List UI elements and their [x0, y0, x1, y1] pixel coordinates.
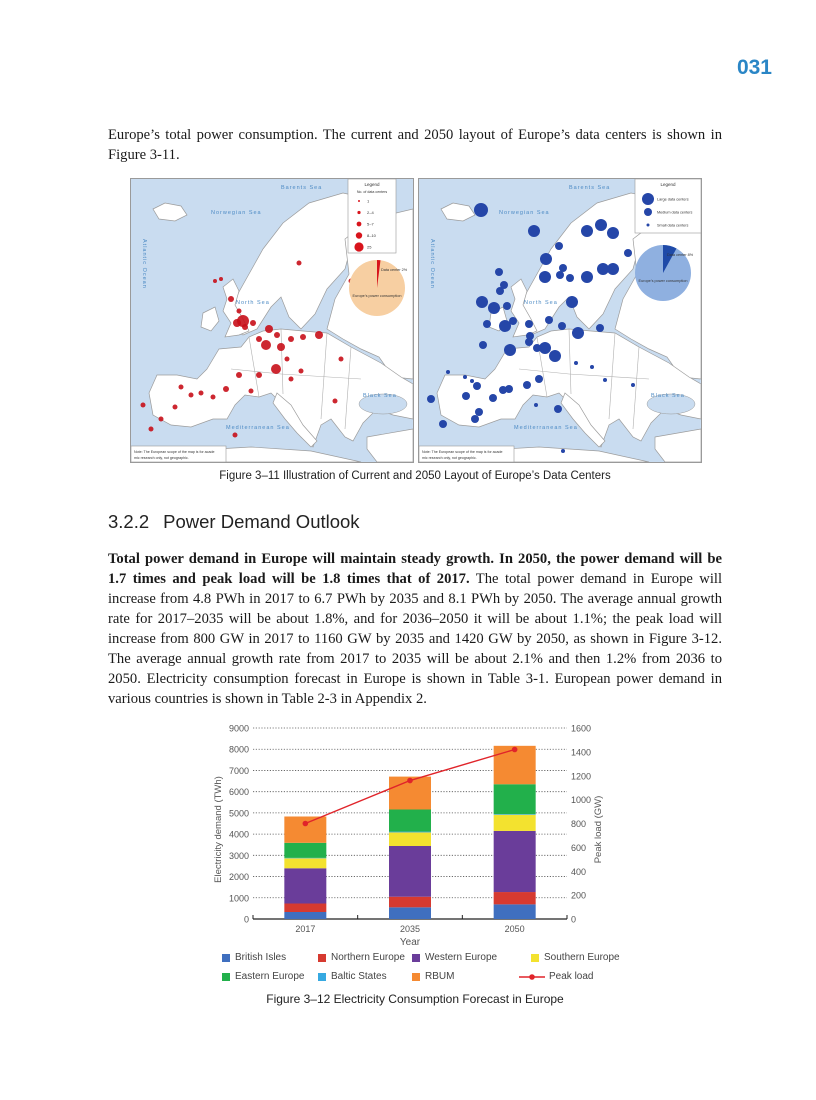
map-legend — [635, 179, 701, 233]
data-center-dot — [556, 271, 564, 279]
europe-map-current — [131, 179, 413, 462]
bar-segment — [284, 904, 326, 912]
data-center-dot — [250, 320, 256, 326]
data-center-dot — [299, 369, 304, 374]
y2-axis-label: Peak load (GW) — [593, 795, 604, 864]
sea-label: Black Sea — [651, 393, 685, 399]
pie-slice-label: Data center 2% — [381, 268, 408, 272]
data-center-dot — [549, 350, 561, 362]
map-note — [131, 446, 226, 462]
data-center-dot — [476, 296, 488, 308]
legend-label: Baltic States — [331, 971, 387, 982]
data-center-dot — [504, 344, 516, 356]
bar-segment — [284, 816, 326, 842]
data-center-dot — [483, 320, 491, 328]
data-center-dot — [503, 302, 511, 310]
bar-segment — [389, 832, 431, 833]
data-center-dot — [566, 274, 574, 282]
svg-text:25: 25 — [367, 244, 372, 250]
data-center-dot — [523, 381, 531, 389]
data-center-dot — [572, 327, 584, 339]
data-center-dot — [473, 382, 481, 390]
legend-item — [318, 952, 405, 963]
legend-swatch — [318, 954, 326, 962]
bar-segment — [389, 809, 431, 831]
peak-load-point — [303, 821, 309, 827]
electricity-forecast-chart — [200, 715, 640, 950]
sea-label: Norwegian Sea — [211, 210, 262, 216]
bar-segment — [494, 784, 536, 814]
data-center-dot — [539, 342, 551, 354]
data-center-dot — [179, 385, 184, 390]
bar-segment — [494, 815, 536, 831]
legend-label: British Isles — [235, 952, 287, 963]
2050-data-centers-map — [418, 178, 702, 463]
legend-swatch — [222, 973, 230, 981]
bar-segment — [389, 907, 431, 919]
legend-item — [531, 952, 620, 963]
svg-text:No. of data centers: No. of data centers — [356, 190, 388, 194]
page-number: 031 — [736, 56, 772, 79]
data-center-dot — [300, 334, 306, 340]
data-center-dot — [211, 395, 216, 400]
legend-label: Western Europe — [425, 952, 498, 963]
y-tick-label: 3000 — [228, 850, 249, 861]
data-center-dot — [199, 391, 204, 396]
svg-text:Small data centers: Small data centers — [657, 223, 689, 228]
svg-text:Legend: Legend — [364, 182, 380, 187]
y2-tick-label: 800 — [571, 819, 587, 829]
x-tick-label: 2035 — [399, 924, 421, 934]
figure-3-11-caption: Figure 3–11 Illustration of Current and 2050 Layout of Europe’s Data Centers — [219, 470, 611, 482]
data-center-dot — [475, 408, 483, 416]
legend-item — [222, 952, 286, 963]
bold-lead-sentence: Total power demand in Europe will maintain steady growth. In 2050, the power demand will be 1.7 times and peak load will be 1.8 times that of 2017. — [108, 551, 722, 587]
data-center-dot — [525, 338, 533, 346]
data-center-dot — [297, 261, 302, 266]
x-tick-label: 2017 — [295, 924, 316, 934]
data-center-dot — [439, 420, 447, 428]
data-center-dot — [315, 331, 323, 339]
data-center-dot — [590, 365, 594, 369]
data-center-dot — [539, 271, 551, 283]
data-center-dot — [242, 324, 248, 330]
data-center-dot — [499, 386, 507, 394]
current-data-centers-map — [130, 178, 414, 463]
svg-text:2–4: 2–4 — [367, 210, 374, 215]
data-center-dot — [534, 403, 538, 407]
chart-legend — [222, 952, 642, 988]
y-tick-label: 4000 — [228, 829, 249, 840]
peak-load-point — [512, 747, 518, 753]
legend-label: Peak load — [549, 971, 594, 982]
data-center-dot — [427, 395, 435, 403]
y2-tick-label: 400 — [571, 866, 587, 877]
map-note — [419, 446, 514, 462]
svg-text:Note: The European scope of th: Note: The European scope of the map is for acade — [422, 450, 503, 454]
pie-base-label: Europe’s power consumption — [352, 294, 402, 298]
y-axis-label: Electricity demand (TWh) — [213, 776, 224, 883]
data-center-dot — [496, 287, 504, 295]
peak-load-point — [407, 778, 413, 784]
intro-paragraph: Europe’s total power consumption. The current and 2050 layout of Europe’s data centers is shown in Figure 3-11. — [108, 127, 722, 163]
y-tick-label: 2000 — [228, 872, 249, 883]
data-center-dot — [288, 336, 294, 342]
data-center-dot — [474, 203, 488, 217]
y2-tick-label: 1200 — [571, 771, 592, 782]
bar-segment — [389, 846, 431, 897]
legend-label: Southern Europe — [544, 952, 620, 963]
legend-label: RBUM — [425, 971, 455, 982]
y2-tick-label: 600 — [571, 842, 587, 853]
data-center-dot — [471, 415, 479, 423]
data-center-dot — [595, 219, 607, 231]
data-center-dot — [596, 324, 604, 332]
data-center-dot — [581, 271, 593, 283]
pie-base-label: Europe’s power consumption — [638, 279, 688, 283]
sea-label: Barents Sea — [569, 185, 611, 191]
data-center-dot — [495, 268, 503, 276]
data-center-dot — [545, 316, 553, 324]
svg-text:5–7: 5–7 — [367, 221, 374, 227]
data-center-dot — [446, 370, 450, 374]
y2-tick-label: 1400 — [571, 747, 592, 758]
data-center-dot — [237, 309, 242, 314]
legend-swatch — [412, 954, 420, 962]
legend-item — [412, 952, 497, 963]
data-center-dot — [189, 393, 194, 398]
data-center-dot — [488, 302, 500, 314]
sea-label: Barents Sea — [281, 185, 323, 191]
x-axis-label: Year — [399, 937, 421, 948]
y2-tick-label: 0 — [571, 914, 577, 925]
legend-swatch — [531, 954, 539, 962]
svg-text:Medium data centers: Medium data centers — [657, 210, 693, 215]
body-paragraph — [108, 549, 722, 709]
bar-segment — [389, 832, 431, 846]
data-center-dot — [265, 325, 273, 333]
section-number: 3.2.2 — [108, 511, 150, 532]
map-legend — [348, 179, 396, 253]
data-center-dot — [574, 361, 578, 365]
data-center-dot — [581, 225, 593, 237]
y-tick-label: 5000 — [228, 808, 249, 819]
bar-segment — [494, 814, 536, 815]
data-center-dot — [261, 340, 271, 350]
data-center-dot — [236, 372, 242, 378]
y-tick-label: 8000 — [228, 744, 249, 755]
sea-label: North Sea — [236, 300, 270, 306]
data-center-dot — [554, 405, 562, 413]
sea-label: Mediterranean Sea — [226, 425, 290, 431]
legend-item — [222, 971, 305, 982]
data-center-dot — [159, 417, 164, 422]
section-title: Power Demand Outlook — [163, 511, 360, 532]
data-center-dot — [333, 399, 338, 404]
data-center-dot — [631, 383, 635, 387]
data-center-dot — [555, 242, 563, 250]
body-text: The total power demand in Europe will increase from 4.8 PWh in 2017 to 6.7 PWh by 2035 and 8.1 PWh by 2050. The average annual growth rate for 2017–2035 will be about 1.8%, and for 2036–2050 it will be about 1.1%; the peak load will increase from 800 GW in 2017 to 1160 GW by 2035 and 1420 GW by 2050, as shown in Figure 3-12. The average annual growth rate from 2017 to 2035 will be about 2.1% and then 1.2% from 2036 to 2050. Electricity consumption forecast in Europe is shown in Table 3-1. European power demand in various countries is shown in Table 2-3 in Appendix 2. — [108, 571, 722, 707]
data-center-dot — [463, 375, 467, 379]
section-heading — [108, 511, 360, 533]
data-center-dot — [219, 277, 223, 281]
sea-label: North Sea — [524, 300, 558, 306]
data-center-dot — [525, 320, 533, 328]
data-center-dot — [566, 296, 578, 308]
data-center-dot — [271, 364, 281, 374]
bar-segment — [494, 904, 536, 919]
data-center-dot — [470, 379, 474, 383]
bar-segment — [284, 843, 326, 858]
data-center-dot — [462, 392, 470, 400]
data-center-dot — [213, 279, 217, 283]
data-center-dot — [558, 322, 566, 330]
data-center-dot — [173, 405, 178, 410]
svg-text:Legend: Legend — [660, 182, 676, 187]
legend-item — [412, 971, 454, 982]
y-tick-label: 1000 — [228, 893, 249, 904]
data-center-dot — [509, 317, 517, 325]
data-center-dot — [528, 225, 540, 237]
data-center-dot — [561, 449, 565, 453]
data-center-dot — [228, 296, 234, 302]
data-center-dot — [233, 319, 241, 327]
data-center-dot — [607, 227, 619, 239]
data-center-dot — [249, 389, 254, 394]
svg-text:Large data centers: Large data centers — [657, 197, 689, 202]
figure-3-12-caption: Figure 3–12 Electricity Consumption Forecast in Europe — [266, 992, 564, 1006]
data-center-dot — [277, 343, 285, 351]
sea-label: Norwegian Sea — [499, 210, 550, 216]
legend-label: Eastern Europe — [235, 971, 305, 982]
sea-label: Atlantic Ocean — [141, 239, 147, 289]
bar-segment — [494, 892, 536, 904]
y-tick-label: 6000 — [228, 787, 249, 798]
y-tick-label: 0 — [243, 914, 249, 925]
svg-text:8–10: 8–10 — [367, 233, 376, 238]
legend-swatch — [412, 973, 420, 981]
data-center-dot — [223, 386, 229, 392]
data-center-dot — [603, 378, 607, 382]
y2-tick-label: 200 — [571, 890, 587, 901]
y-tick-label: 9000 — [228, 723, 249, 734]
data-center-dot — [285, 357, 290, 362]
bar-segment — [284, 912, 326, 919]
bar-segment — [494, 831, 536, 892]
data-center-dot — [607, 263, 619, 275]
data-center-dot — [141, 403, 146, 408]
legend-item — [318, 971, 387, 982]
svg-text:Note: The European scope of th: Note: The European scope of the map is for acade — [134, 450, 215, 454]
data-center-dot — [535, 375, 543, 383]
data-center-dot — [256, 336, 262, 342]
svg-text:mic research only, not geograp: mic research only, not geographic. — [134, 456, 189, 460]
data-center-dot — [289, 377, 294, 382]
sea-label: Atlantic Ocean — [429, 239, 435, 289]
y2-tick-label: 1600 — [571, 723, 592, 734]
data-center-dot — [233, 433, 238, 438]
sea-label: Black Sea — [363, 393, 397, 399]
y-tick-label: 7000 — [228, 765, 249, 776]
legend-label: Northern Europe — [331, 952, 405, 963]
svg-text:1: 1 — [367, 198, 370, 204]
data-center-dot — [559, 264, 567, 272]
data-center-dot — [256, 372, 262, 378]
data-center-dot — [540, 253, 552, 265]
x-tick-label: 2050 — [504, 924, 525, 934]
bar-segment — [389, 897, 431, 908]
data-center-dot — [149, 427, 154, 432]
line-marker-icon — [519, 973, 545, 981]
y2-tick-label: 1000 — [571, 795, 592, 806]
svg-text:mic research only, not geograp: mic research only, not geographic. — [422, 456, 477, 460]
legend-swatch — [222, 954, 230, 962]
sea-label: Mediterranean Sea — [514, 425, 578, 431]
legend-item — [519, 971, 593, 982]
data-center-dot — [479, 341, 487, 349]
bar-segment — [284, 868, 326, 903]
data-center-dot — [489, 394, 497, 402]
data-center-dot — [624, 249, 632, 257]
europe-map-2050 — [419, 179, 701, 462]
legend-swatch — [318, 973, 326, 981]
pie-slice-label: Data center 8% — [667, 253, 694, 257]
data-center-dot — [274, 332, 280, 338]
data-center-dot — [339, 357, 344, 362]
bar-segment — [284, 858, 326, 868]
